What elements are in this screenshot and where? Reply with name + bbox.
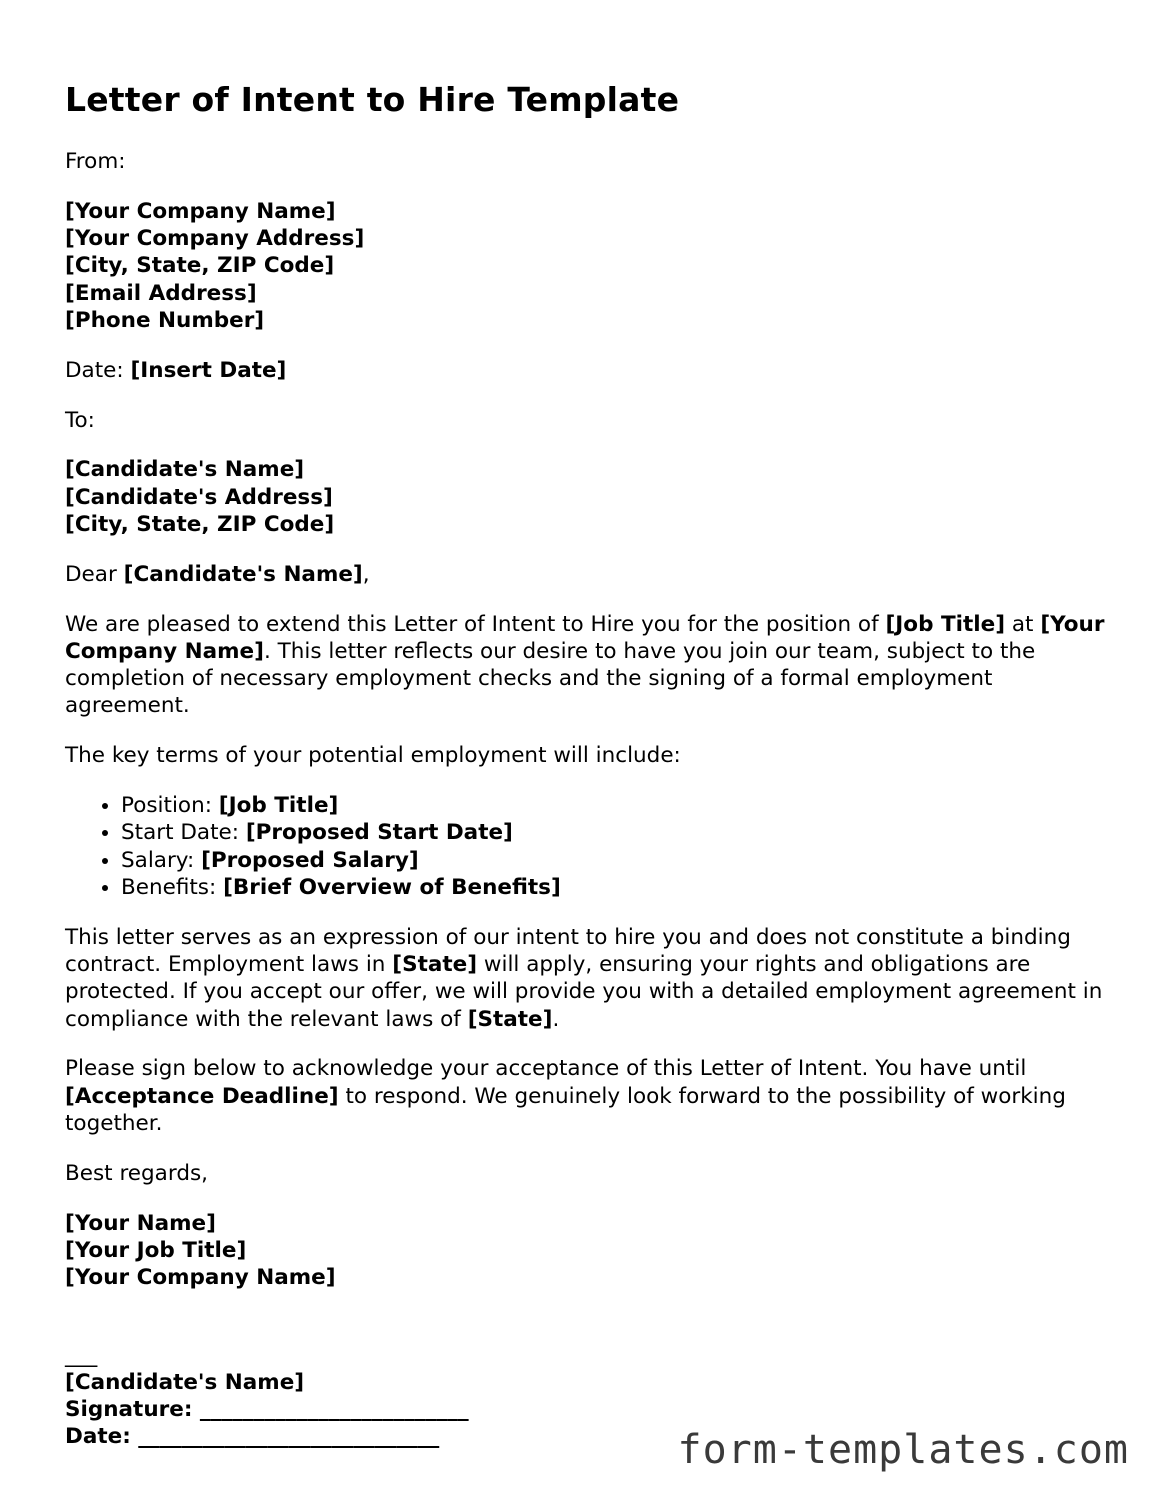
from-label: From: xyxy=(65,149,126,174)
term-value: [Brief Overview of Benefits] xyxy=(223,874,561,900)
signer-company: [Your Company Name] xyxy=(65,1265,336,1291)
para4-text-1: Please sign below to acknowledge your acceptance of this Letter of Intent. You have until xyxy=(65,1056,1027,1082)
salutation xyxy=(65,561,1115,588)
paragraph-intro xyxy=(65,611,1115,720)
para4-text-2: to respond. We genuinely look forward to the possibility of working together. xyxy=(65,1083,1066,1137)
list-item xyxy=(121,847,1115,874)
terms-list xyxy=(65,792,1115,901)
signer-job-title: [Your Job Title] xyxy=(65,1237,247,1263)
list-item xyxy=(121,874,1115,901)
term-value: [Proposed Start Date] xyxy=(245,820,513,846)
sender-email: [Email Address] xyxy=(65,280,257,306)
term-label: Benefits: xyxy=(121,874,224,900)
sender-block xyxy=(65,198,1115,334)
watermark: form-templates.com xyxy=(677,1427,1129,1473)
para1-job-title: [Job Title] xyxy=(885,611,1006,637)
recipient-name: [Candidate's Name] xyxy=(65,457,305,483)
paragraph-acceptance xyxy=(65,1055,1115,1137)
sender-city-state-zip: [City, State, ZIP Code] xyxy=(65,253,335,279)
date-value: [Insert Date] xyxy=(130,357,287,383)
term-label: Salary: xyxy=(121,847,202,873)
list-item xyxy=(121,792,1115,819)
sender-company-name: [Your Company Name] xyxy=(65,198,336,224)
para1-text-1: We are pleased to extend this Letter of Intent to Hire you for the position of xyxy=(65,611,886,637)
para3-text-3: . xyxy=(552,1006,560,1032)
para3-state: [State] xyxy=(392,952,478,978)
paragraph-key-terms: The key terms of your potential employment will include: xyxy=(65,743,681,769)
recipient-block xyxy=(65,456,1115,538)
term-label: Start Date: xyxy=(121,820,246,846)
paragraph-legal xyxy=(65,924,1115,1033)
sender-phone: [Phone Number] xyxy=(65,307,265,333)
salutation-prefix: Dear xyxy=(65,561,124,587)
date-line xyxy=(65,357,1115,384)
term-label: Position: xyxy=(121,793,219,819)
signature-rule: ___ xyxy=(65,1342,98,1368)
letter-document xyxy=(65,78,1115,1451)
recipient-city-state-zip: [City, State, ZIP Code] xyxy=(65,511,335,537)
page-title: Letter of Intent to Hire Template xyxy=(65,80,680,119)
para1-company-name: [Your Company Name] xyxy=(65,611,1105,664)
date-label: Date: xyxy=(65,357,131,383)
para3-text-2: will apply, ensuring your rights and obligations are protected. If you accept our offer, we will provide you with a detailed employment agreement in compliance with the relevant laws of xyxy=(65,952,1103,1032)
closing: Best regards, xyxy=(65,1160,209,1186)
salutation-name: [Candidate's Name] xyxy=(123,561,363,587)
date-field: Date: ____________________________ xyxy=(65,1424,440,1450)
recipient-address: [Candidate's Address] xyxy=(65,484,333,510)
para1-text-2: at xyxy=(1005,611,1041,637)
acceptance-candidate-name: [Candidate's Name] xyxy=(65,1369,305,1395)
term-value: [Job Title] xyxy=(218,793,339,819)
para1-text-3: . This letter reflects our desire to have you join our team, subject to the completion of necessary employment checks and the signing of a formal employment agreement. xyxy=(65,638,1036,719)
signature-field: Signature: _________________________ xyxy=(65,1397,469,1423)
para3-state-2: [State] xyxy=(467,1006,553,1032)
para3-text-1: This letter serves as an expression of our intent to hire you and does not constitute a binding contract. Employment laws in xyxy=(65,924,1071,978)
sender-company-address: [Your Company Address] xyxy=(65,226,365,252)
signer-name: [Your Name] xyxy=(65,1210,216,1236)
salutation-suffix: , xyxy=(362,561,370,587)
to-label: To: xyxy=(65,407,95,433)
signer-block xyxy=(65,1210,1115,1292)
list-item xyxy=(121,819,1115,846)
term-value: [Proposed Salary] xyxy=(201,847,419,873)
para4-deadline: [Acceptance Deadline] xyxy=(65,1083,339,1109)
